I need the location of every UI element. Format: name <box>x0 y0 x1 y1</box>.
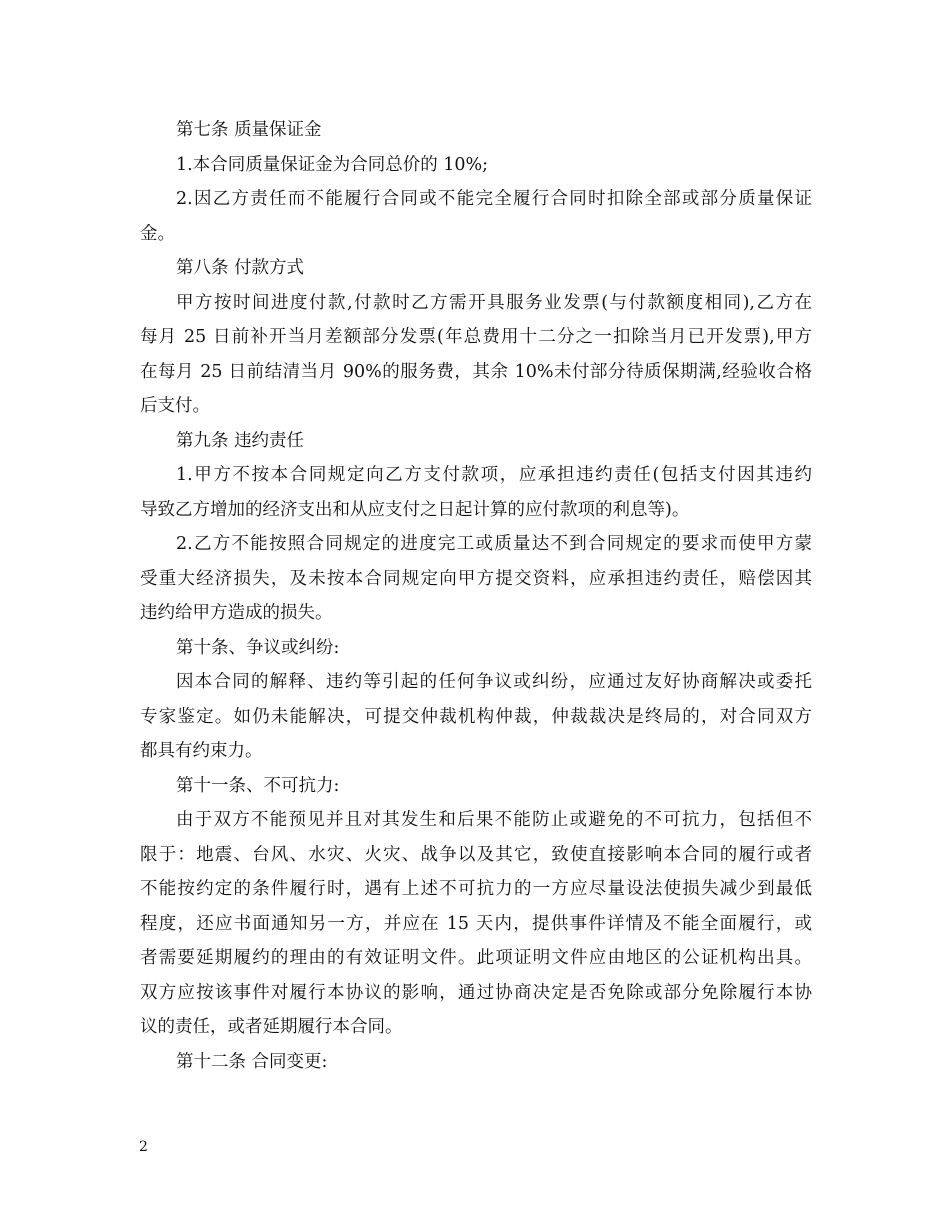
clause-10-text-line-2: 专家鉴定。如仍未能解决，可提交仲裁机构仲裁，仲裁裁决是终局的，对合同双方 <box>140 706 812 727</box>
clause-11-text-line-6: 双方应按该事件对履行本协议的影响，通过协商决定是否免除或部分免除履行本协 <box>140 982 812 1003</box>
document-body <box>140 113 812 1079</box>
clause-8-text-line-2: 每月 25 日前补开当月差额部分发票(年总费用十二分之一扣除当月已开发票),甲方 <box>140 327 812 347</box>
clause-9-item-1-line-2: 导致乙方增加的经济支出和从应支付之日起计算的应付款项的利息等)。 <box>140 499 690 520</box>
clause-8-text-line-1: 甲方按时间进度付款,付款时乙方需开具服务业发票(与付款额度相同),乙方在 <box>176 292 812 313</box>
clause-7-item-2-line-2: 金。 <box>140 223 175 244</box>
clause-11-heading: 第十一条、不可抗力: <box>176 775 340 796</box>
clause-11-text-line-1: 由于双方不能预见并且对其发生和后果不能防止或避免的不可抗力，包括但不 <box>176 810 812 830</box>
clause-9-heading: 第九条 违约责任 <box>176 430 305 451</box>
clause-9-item-2-line-1: 2.乙方不能按照合同规定的进度完工或质量达不到合同规定的要求而使甲方蒙 <box>176 534 812 554</box>
clause-11-text-line-7: 议的责任，或者延期履行本合同。 <box>140 1017 403 1037</box>
clause-7-item-1: 1.本合同质量保证金为合同总价的 10%; <box>176 154 489 175</box>
clause-11-text-line-3: 不能按约定的条件履行时，遇有上述不可抗力的一方应尽量设法使损失减少到最低 <box>140 879 812 899</box>
clause-12-heading: 第十二条 合同变更: <box>176 1051 328 1072</box>
clause-9-item-1-line-1: 1.甲方不按本合同规定向乙方支付款项，应承担违约责任(包括支付因其违约 <box>176 465 812 485</box>
clause-7-item-2-line-1: 2.因乙方责任而不能履行合同或不能完全履行合同时扣除全部或部分质量保证 <box>176 189 812 209</box>
page-number: 2 <box>139 1139 148 1155</box>
clause-10-text-line-3: 都具有约束力。 <box>140 741 263 761</box>
clause-10-text-line-1: 因本合同的解释、违约等引起的任何争议或纠纷，应通过友好协商解决或委托 <box>176 672 812 692</box>
clause-11-text-line-4: 程度，还应书面通知另一方，并应在 15 天内，提供事件详情及不能全面履行，或 <box>140 913 812 934</box>
clause-8-text-line-3: 在每月 25 日前结清当月 90%的服务费，其余 10%未付部分待质保期满,经验收合格 <box>140 361 812 382</box>
clause-11-text-line-5: 者需要延期履约的理由的有效证明文件。此项证明文件应由地区的公证机构出具。 <box>140 948 812 968</box>
clause-9-item-2-line-3: 违约给甲方造成的损失。 <box>140 603 333 623</box>
clause-8-text-line-4: 后支付。 <box>140 396 210 416</box>
clause-10-heading: 第十条、争议或纠纷: <box>176 637 340 658</box>
clause-11-text-line-2: 限于：地震、台风、水灾、火灾、战争以及其它，致使直接影响本合同的履行或者 <box>140 844 812 865</box>
clause-9-item-2-line-2: 受重大经济损失，及未按本合同规定向甲方提交资料，应承担违约责任，赔偿因其 <box>140 568 812 589</box>
clause-8-heading: 第八条 付款方式 <box>176 258 305 278</box>
clause-7-heading: 第七条 质量保证金 <box>176 120 322 140</box>
